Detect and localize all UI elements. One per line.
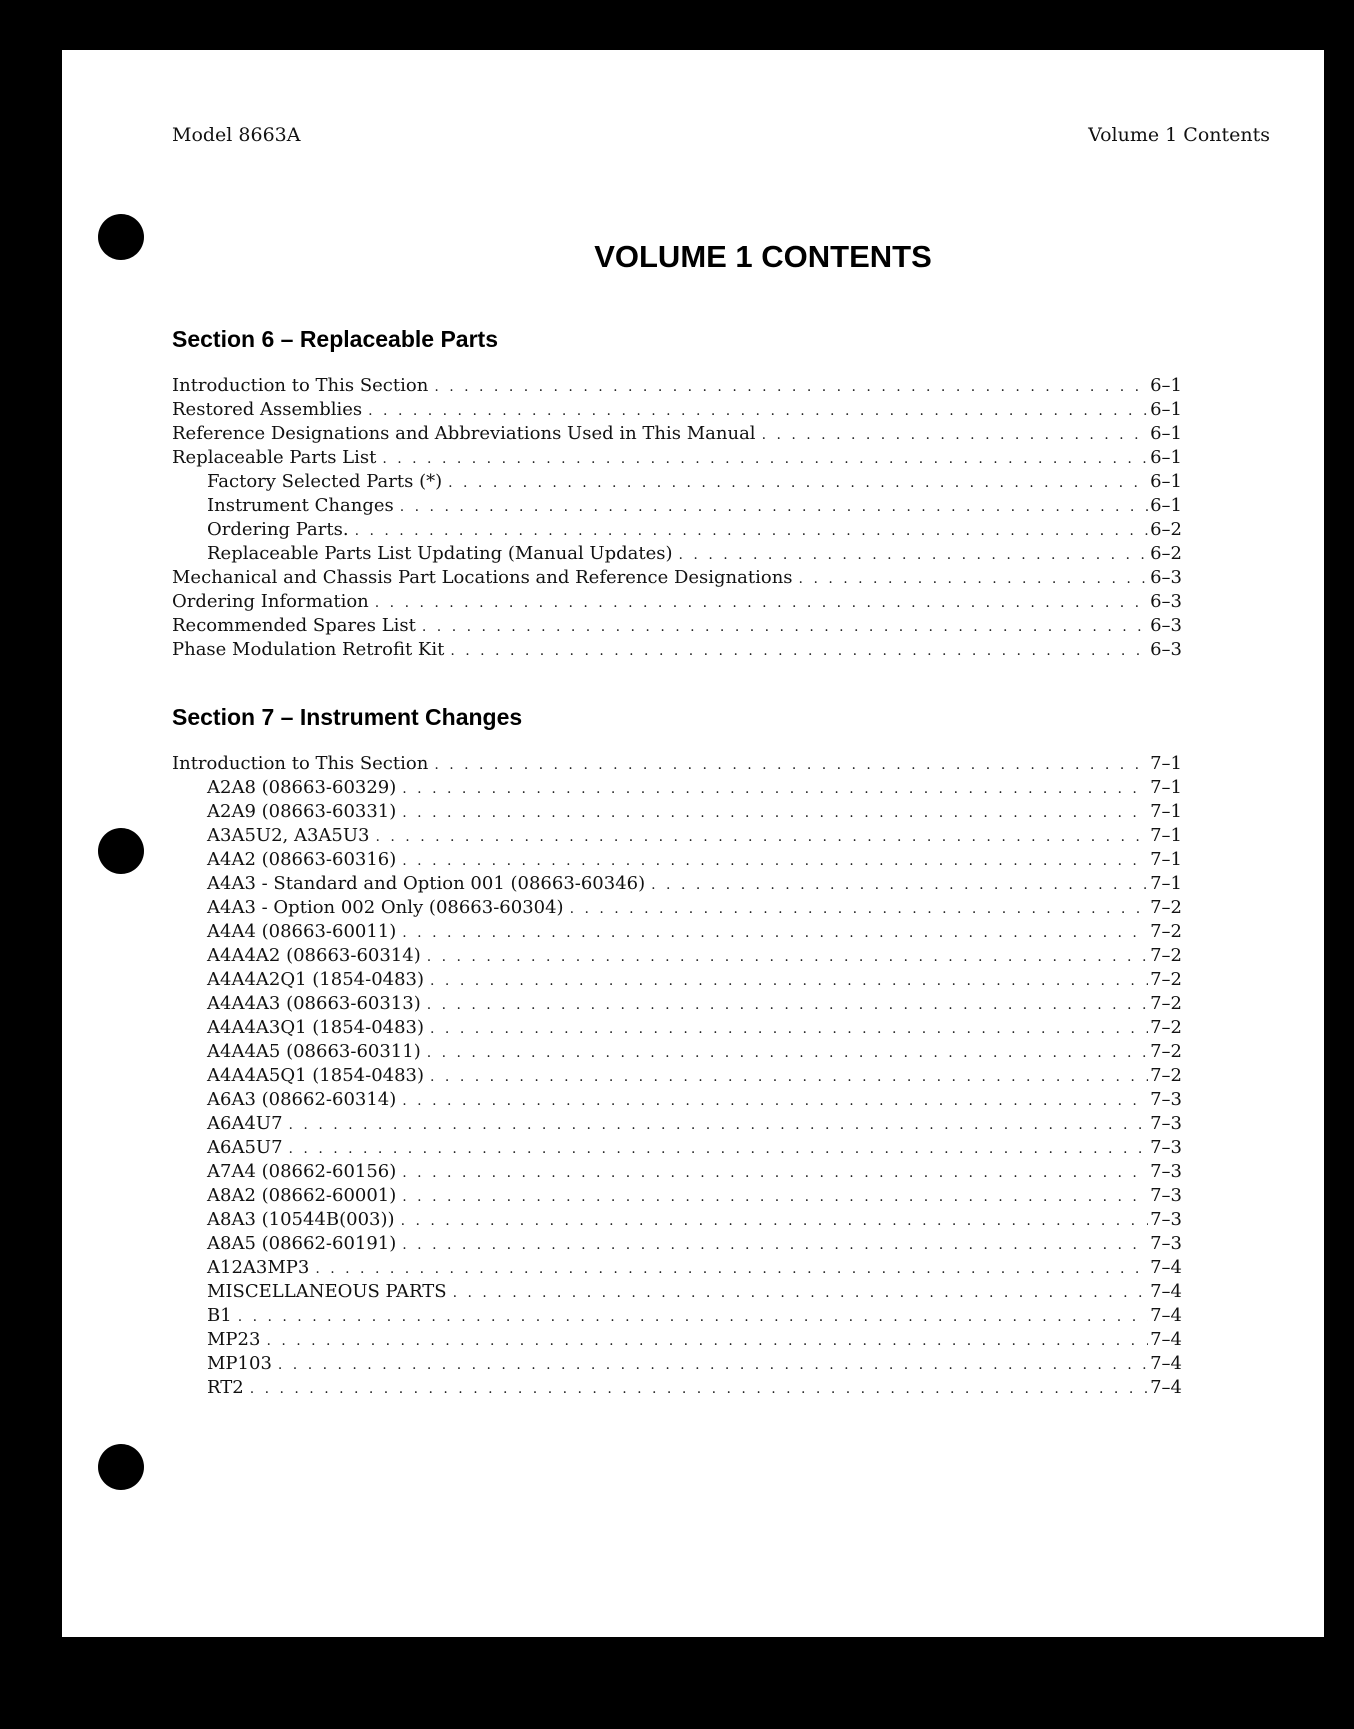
dot-leader [402, 921, 1148, 945]
toc-entry [172, 776, 1182, 800]
toc-entry-page: 7–1 [1150, 849, 1182, 870]
toc-entry-title: MP23 [207, 1329, 261, 1350]
toc-entry-page: 7–3 [1150, 1137, 1182, 1158]
dot-leader [402, 849, 1148, 873]
toc-entry-page: 7–3 [1150, 1161, 1182, 1182]
toc-entry-page: 6–3 [1150, 591, 1182, 612]
dot-leader [278, 1353, 1148, 1377]
toc-entry-title: Instrument Changes [207, 495, 394, 516]
dot-leader [368, 399, 1148, 423]
toc-entry-title: A4A4 (08663-60011) [207, 921, 397, 942]
dot-leader [430, 1017, 1148, 1041]
toc-entry [172, 824, 1182, 848]
toc-entry-page: 6–1 [1150, 423, 1182, 444]
toc-list [172, 752, 1182, 1400]
toc-entry [172, 1256, 1182, 1280]
toc-entry-title: Reference Designations and Abbreviations Used in This Manual [172, 423, 756, 444]
toc-entry [172, 422, 1182, 446]
dot-leader [238, 1305, 1148, 1329]
toc-entry-page: 7–2 [1150, 1041, 1182, 1062]
dot-leader [400, 495, 1148, 519]
toc-entry-title: A2A9 (08663-60331) [207, 801, 397, 822]
document-page [62, 50, 1324, 1637]
toc-entry [172, 638, 1182, 662]
toc-entry-title: A7A4 (08662-60156) [207, 1161, 397, 1182]
toc-entry-page: 7–2 [1150, 945, 1182, 966]
toc-entry [172, 446, 1182, 470]
toc-entry-title: Factory Selected Parts (*) [207, 471, 443, 492]
toc-entry-title: A6A4U7 [207, 1113, 283, 1134]
section-heading: Section 7 – Instrument Changes [172, 704, 523, 730]
toc-entry-page: 7–1 [1150, 825, 1182, 846]
toc-entry-page: 7–2 [1150, 969, 1182, 990]
header-model: Model 8663A [172, 124, 301, 146]
toc-entry-page: 7–4 [1150, 1377, 1182, 1398]
toc-entry-page: 7–4 [1150, 1281, 1182, 1302]
toc-entry-title: Phase Modulation Retrofit Kit [172, 639, 445, 660]
toc-entry [172, 1064, 1182, 1088]
toc-entry-page: 6–3 [1150, 567, 1182, 588]
toc-entry-title: A4A3 - Option 002 Only (08663-60304) [207, 897, 564, 918]
dot-leader [250, 1377, 1148, 1401]
dot-leader [402, 1233, 1148, 1257]
toc-entry [172, 1232, 1182, 1256]
dot-leader [402, 1185, 1148, 1209]
dot-leader [427, 1041, 1148, 1065]
dot-leader [402, 777, 1148, 801]
toc-entry-page: 7–3 [1150, 1209, 1182, 1230]
toc-entry-title: A6A3 (08662-60314) [207, 1089, 397, 1110]
section-7 [172, 704, 1182, 1400]
toc-entry-page: 7–1 [1150, 801, 1182, 822]
toc-entry [172, 1304, 1182, 1328]
toc-entry [172, 1208, 1182, 1232]
toc-entry-page: 7–3 [1150, 1089, 1182, 1110]
toc-entry-title: A4A4A3 (08663-60313) [207, 993, 421, 1014]
header-volume: Volume 1 Contents [1088, 124, 1270, 146]
toc-entry [172, 800, 1182, 824]
dot-leader [570, 897, 1149, 921]
toc-entry-page: 7–2 [1150, 1065, 1182, 1086]
toc-entry-title: Replaceable Parts List [172, 447, 377, 468]
toc-entry [172, 494, 1182, 518]
toc-entry-title: Restored Assemblies [172, 399, 363, 420]
toc-entry-page: 7–2 [1150, 897, 1182, 918]
toc-entry [172, 872, 1182, 896]
toc-entry [172, 1016, 1182, 1040]
dot-leader [799, 567, 1149, 591]
toc-entry-title: Ordering Information [172, 591, 369, 612]
toc-entry [172, 566, 1182, 590]
toc-entry-page: 6–1 [1150, 471, 1182, 492]
toc-entry-title: Ordering Parts. [207, 519, 349, 540]
toc-entry-title: A4A2 (08663-60316) [207, 849, 397, 870]
dot-leader [376, 825, 1149, 849]
toc-entry-title: A4A4A5 (08663-60311) [207, 1041, 421, 1062]
toc-entry-page: 7–4 [1150, 1257, 1182, 1278]
dot-leader [289, 1137, 1149, 1161]
toc-entry [172, 1160, 1182, 1184]
toc-entry-title: A3A5U2, A3A5U3 [207, 825, 370, 846]
dot-leader [427, 945, 1148, 969]
toc-entry-page: 7–4 [1150, 1353, 1182, 1374]
toc-entry [172, 1184, 1182, 1208]
toc-entry-page: 6–2 [1150, 543, 1182, 564]
toc-entry-page: 6–2 [1150, 519, 1182, 540]
toc-entry-title: Mechanical and Chassis Part Locations and Reference Designations [172, 567, 793, 588]
toc-entry [172, 1136, 1182, 1160]
toc-entry [172, 470, 1182, 494]
dot-leader [402, 1161, 1148, 1185]
binder-hole-bottom [98, 1444, 144, 1490]
toc-entry-title: MP103 [207, 1353, 272, 1374]
dot-leader [402, 1089, 1148, 1113]
toc-entry-title: A4A4A2 (08663-60314) [207, 945, 421, 966]
dot-leader [401, 1209, 1149, 1233]
toc-entry-title: A2A8 (08663-60329) [207, 777, 397, 798]
dot-leader [430, 969, 1148, 993]
toc-entry-title: A8A2 (08662-60001) [207, 1185, 397, 1206]
toc-entry-title: Introduction to This Section [172, 753, 429, 774]
toc-entry [172, 1040, 1182, 1064]
toc-entry-page: 7–1 [1150, 777, 1182, 798]
toc-entry [172, 920, 1182, 944]
toc-entry [172, 992, 1182, 1016]
page-title: VOLUME 1 CONTENTS [594, 239, 932, 274]
toc-entry-page: 7–4 [1150, 1305, 1182, 1326]
toc-entry [172, 968, 1182, 992]
toc-entry [172, 1352, 1182, 1376]
toc-entry-page: 7–2 [1150, 993, 1182, 1014]
toc-entry [172, 1376, 1182, 1400]
dot-leader [762, 423, 1149, 447]
toc-entry-page: 6–1 [1150, 495, 1182, 516]
toc-entry-title: A4A4A3Q1 (1854-0483) [207, 1017, 425, 1038]
toc-entry-title: MISCELLANEOUS PARTS [207, 1281, 447, 1302]
dot-leader [434, 753, 1148, 777]
toc-entry-title: Recommended Spares List [172, 615, 416, 636]
toc-entry-page: 6–3 [1150, 639, 1182, 660]
toc-entry-title: Introduction to This Section [172, 375, 429, 396]
toc-entry-title: A4A4A2Q1 (1854-0483) [207, 969, 425, 990]
toc-entry-title: A6A5U7 [207, 1137, 283, 1158]
toc-entry-page: 6–1 [1150, 375, 1182, 396]
toc-entry [172, 590, 1182, 614]
dot-leader [427, 993, 1148, 1017]
binder-hole-middle [98, 828, 144, 874]
dot-leader [450, 639, 1148, 663]
toc-entry-page: 7–2 [1150, 1017, 1182, 1038]
toc-entry [172, 1088, 1182, 1112]
toc-entry-title: A4A3 - Standard and Option 001 (08663-60346) [207, 873, 646, 894]
dot-leader [422, 615, 1148, 639]
toc-entry [172, 944, 1182, 968]
toc-entry-title: A8A5 (08662-60191) [207, 1233, 397, 1254]
section-heading: Section 6 – Replaceable Parts [172, 326, 498, 352]
dot-leader [355, 519, 1149, 543]
toc-entry [172, 374, 1182, 398]
dot-leader [375, 591, 1148, 615]
toc-entry-title: A12A3MP3 [207, 1257, 310, 1278]
toc-entry [172, 896, 1182, 920]
dot-leader [434, 375, 1148, 399]
dot-leader [651, 873, 1148, 897]
toc-entry-page: 7–3 [1150, 1233, 1182, 1254]
toc-entry [172, 1328, 1182, 1352]
toc-entry-page: 6–1 [1150, 399, 1182, 420]
toc-list [172, 374, 1182, 662]
toc-entry-page: 6–1 [1150, 447, 1182, 468]
dot-leader [430, 1065, 1148, 1089]
dot-leader [453, 1281, 1149, 1305]
toc-entry [172, 1112, 1182, 1136]
toc-entry-page: 7–3 [1150, 1113, 1182, 1134]
dot-leader [289, 1113, 1149, 1137]
toc-entry-title: Replaceable Parts List Updating (Manual Updates) [207, 543, 673, 564]
toc-entry-title: A8A3 (10544B(003)) [207, 1209, 395, 1230]
toc-entry-page: 7–4 [1150, 1329, 1182, 1350]
dot-leader [315, 1257, 1148, 1281]
dot-leader [402, 801, 1148, 825]
toc-entry [172, 542, 1182, 566]
toc-entry [172, 752, 1182, 776]
dot-leader [266, 1329, 1148, 1353]
toc-entry-page: 6–3 [1150, 615, 1182, 636]
toc-entry-page: 7–1 [1150, 753, 1182, 774]
toc-entry [172, 848, 1182, 872]
toc-entry [172, 398, 1182, 422]
toc-entry-page: 7–3 [1150, 1185, 1182, 1206]
dot-leader [382, 447, 1148, 471]
toc-entry-page: 7–1 [1150, 873, 1182, 894]
toc-entry [172, 518, 1182, 542]
toc-entry-title: B1 [207, 1305, 232, 1326]
toc-entry [172, 614, 1182, 638]
toc-entry [172, 1280, 1182, 1304]
dot-leader [679, 543, 1149, 567]
section-6 [172, 326, 1182, 662]
dot-leader [448, 471, 1148, 495]
toc-entry-page: 7–2 [1150, 921, 1182, 942]
toc-entry-title: RT2 [207, 1377, 244, 1398]
toc-entry-title: A4A4A5Q1 (1854-0483) [207, 1065, 425, 1086]
